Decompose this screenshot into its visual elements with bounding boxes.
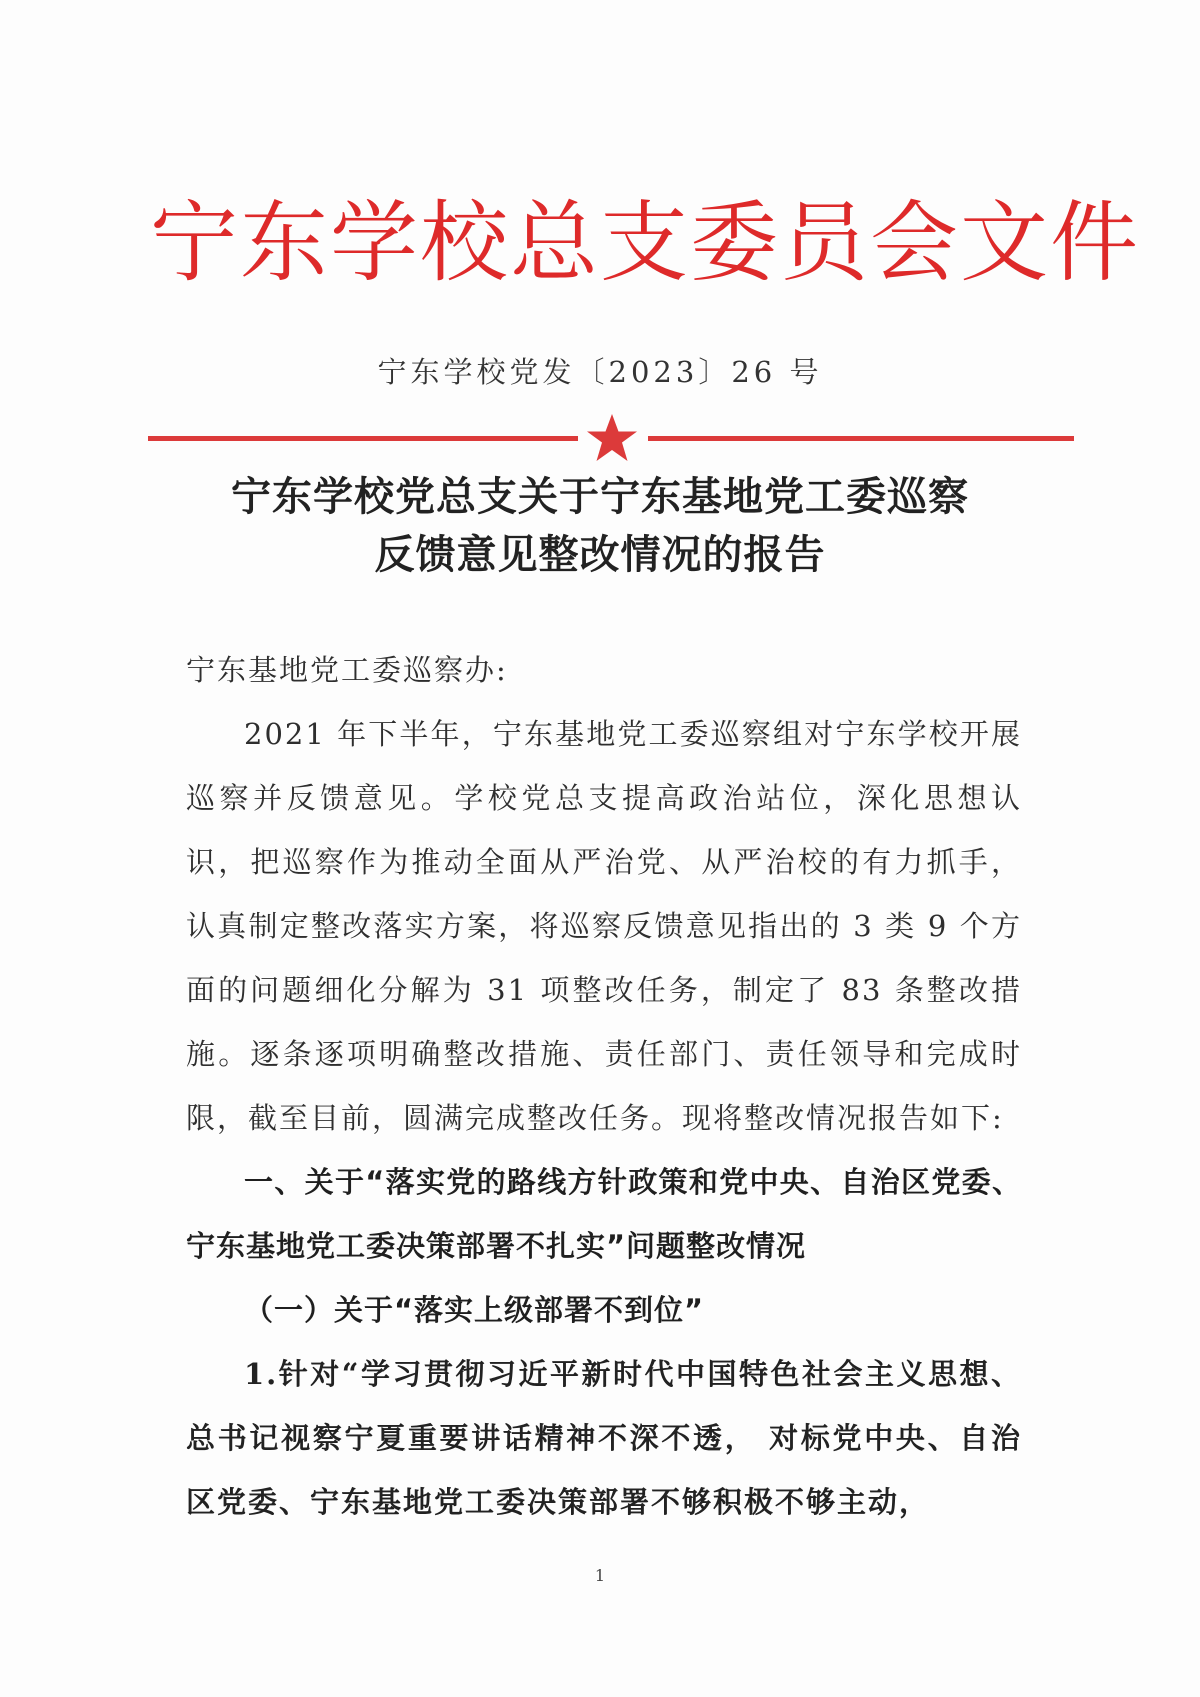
document-number: 宁东学校党发〔2023〕26 号	[377, 355, 823, 389]
report-title	[150, 468, 1050, 584]
point-paragraph-1: 1.针对“学习贯彻习近平新时代中国特色社会主义思想、总书记视察宁夏重要讲话精神不深不透， 对标党中央、自治区党委、宁东基地党工委决策部署不够积极不够主动，	[186, 1357, 1022, 1519]
report-title-line-2: 反馈意见整改情况的报告	[374, 532, 826, 578]
masthead-title: 宁东学校总支委员会文件	[150, 191, 1141, 294]
page-number: 1	[594, 1566, 606, 1585]
report-title-line-1: 宁东学校党总支关于宁东基地党工委巡察	[231, 474, 969, 520]
divider-rule-left	[148, 436, 578, 441]
report-body	[186, 638, 1022, 1534]
star-icon	[584, 412, 640, 464]
salutation: 宁东基地党工委巡察办:	[186, 653, 508, 687]
section-heading-1: 一、关于“落实党的路线方针政策和党中央、自治区党委、宁东基地党工委决策部署不扎实”问题整改情况	[186, 1165, 1022, 1263]
intro-paragraph: 2021 年下半年，宁东基地党工委巡察组对宁东学校开展巡察并反馈意见。学校党总支提高政治站位，深化思想认识，把巡察作为推动全面从严治党、从严治校的有力抓手，认真制定整改落实方案，将巡察反馈意见指出的 3 类 9 个方面的问题细化分解为 31 项整改任务，制定了 83 条整改措施。逐条逐项明确整改措施、责任部门、责任领导和完成时限，截至目前，圆满完成整改任务。现将整改情况报告如下:	[186, 717, 1022, 1135]
subsection-heading-1: （一）关于“落实上级部署不到位”	[244, 1293, 705, 1327]
divider-rule-right	[648, 436, 1074, 441]
